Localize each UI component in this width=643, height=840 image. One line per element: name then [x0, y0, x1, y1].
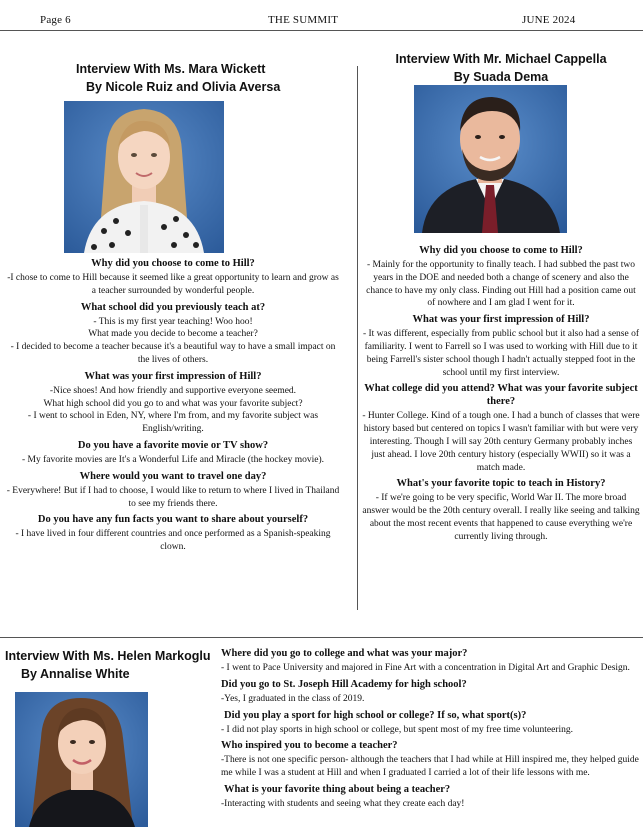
portrait-photo-wickett: [64, 101, 224, 253]
portrait-photo-cappella: [414, 85, 567, 233]
article-wickett: [4, 60, 342, 96]
article-byline: By Nicole Ruiz and Olivia Aversa: [86, 80, 281, 94]
question: What's your favorite topic to teach in History?: [396, 478, 606, 490]
question: What was your first impression of Hill?: [84, 370, 262, 382]
question: What made you decide to become a teacher?: [88, 329, 258, 340]
article-byline: By Suada Dema: [453, 70, 549, 84]
answer: - If we're going to be very specific, World War II. The more broad answer would be the 20th century overall. I really like seeing and talking about the most recent events that happened to cause everything we're currently living through.: [362, 493, 640, 542]
answer: - I went to Pace University and majored in Fine Art with a concentration in Digital Art and Graphic Design.: [221, 663, 630, 673]
question: What was your first impression of Hill?: [412, 314, 590, 326]
question: Do you have any fun facts you want to share about yourself?: [37, 514, 309, 526]
issue-date: JUNE 2024: [522, 14, 576, 26]
question: What is your favorite thing about being a teacher?: [224, 783, 451, 795]
article-cappella: [362, 50, 640, 86]
answer: - I went to school in Eden, NY, where I'm from, and my favorite subject was English/writing.: [27, 411, 319, 435]
question: Why did you choose to come to Hill?: [91, 258, 255, 269]
question: What high school did you go to and what was your favorite subject?: [43, 398, 303, 409]
publication-title: THE SUMMIT: [268, 14, 339, 26]
article-byline: By Annalise White: [21, 667, 130, 681]
page-header: [0, 0, 643, 30]
article-body-wickett: [4, 254, 342, 554]
answer: - I decided to become a teacher because it's a beautiful way to have a small impact on the lives of others.: [10, 342, 336, 365]
article-body-markoglu: [221, 644, 639, 811]
article-markoglu: [5, 647, 215, 683]
answer: -Interacting with students and seeing what they create each day!: [221, 798, 465, 809]
article-title: Interview With Mr. Michael Cappella: [395, 52, 607, 66]
header-rule: [0, 30, 643, 31]
question: Where did you go to college and what was your major?: [221, 648, 468, 659]
question: Did you play a sport for high school or college? If so, what sport(s)?: [224, 709, 527, 721]
answer: -There is not one specific person- although the teachers that I had while at Hill inspired me, they helped guide me while I was a student at Hill and when I graduated I carried a lot of their life lessons with me.: [221, 755, 639, 779]
question: Do you have a favorite movie or TV show?: [77, 439, 269, 451]
answer: - Hunter College. Kind of a tough one. I had a bunch of classes that were history based but centered on topics I wasn't familiar with but were very interesting. Though I will say 20th century Germany probably inches just ahead. I love 20th century history (especially WWII) so it was a match made.: [362, 411, 640, 473]
page-number: Page 6: [40, 14, 71, 26]
question: Did you go to St. Joseph Hill Academy for high school?: [221, 678, 467, 690]
question: Where would you want to travel one day?: [79, 470, 267, 482]
answer: - My favorite movies are It's a Wonderful Life and Miracle (the hockey movie).: [21, 454, 325, 465]
question: What school did you previously teach at?: [80, 301, 266, 313]
article-body-cappella: [362, 241, 640, 544]
answer: - It was different, especially from public school but it also had a sense of familiarity. I went to Farrell so I was used to working with Hill due to it being Farrell's sister school though I hadn't actually stepped foot in the school until my first interview.: [362, 329, 640, 378]
answer: - I have lived in four different countries and once performed as a Spanish-speaking clown.: [15, 529, 331, 553]
article-title: Interview With Ms. Helen Markoglu: [5, 649, 211, 663]
answer: - I did not play sports in high school or college, but spent most of my free time volunteering.: [221, 724, 573, 735]
question: Who inspired you to become a teacher?: [221, 740, 398, 752]
answer: - Everywhere! But if I had to choose, I would like to return to where I lived in Thailand to see my friends there.: [6, 485, 340, 509]
answer: -Nice shoes! And how friendly and supportive everyone seemed.: [49, 385, 297, 396]
article-title: Interview With Ms. Mara Wickett: [76, 62, 266, 76]
answer: - This is my first year teaching! Woo hoo!: [93, 316, 253, 327]
answer: -Yes, I graduated in the class of 2019.: [221, 693, 365, 704]
portrait-photo-markoglu: [15, 692, 148, 827]
answer: - Mainly for the opportunity to finally teach. I had subbed the past two years in the DOE and needed both a change of scenery and also the chance to have my only class. Finding out Hill had a position came out of nowhere and I am glad I went for it.: [366, 260, 636, 309]
column-divider: [357, 66, 358, 610]
answer: -I chose to come to Hill because it seemed like a great opportunity to learn and grow as a teacher surrounded by wonderful people.: [7, 273, 339, 296]
question: Why did you choose to come to Hill?: [419, 245, 583, 256]
section-divider: [0, 637, 643, 638]
question: What college did you attend? What was your favorite subject there?: [364, 383, 638, 408]
